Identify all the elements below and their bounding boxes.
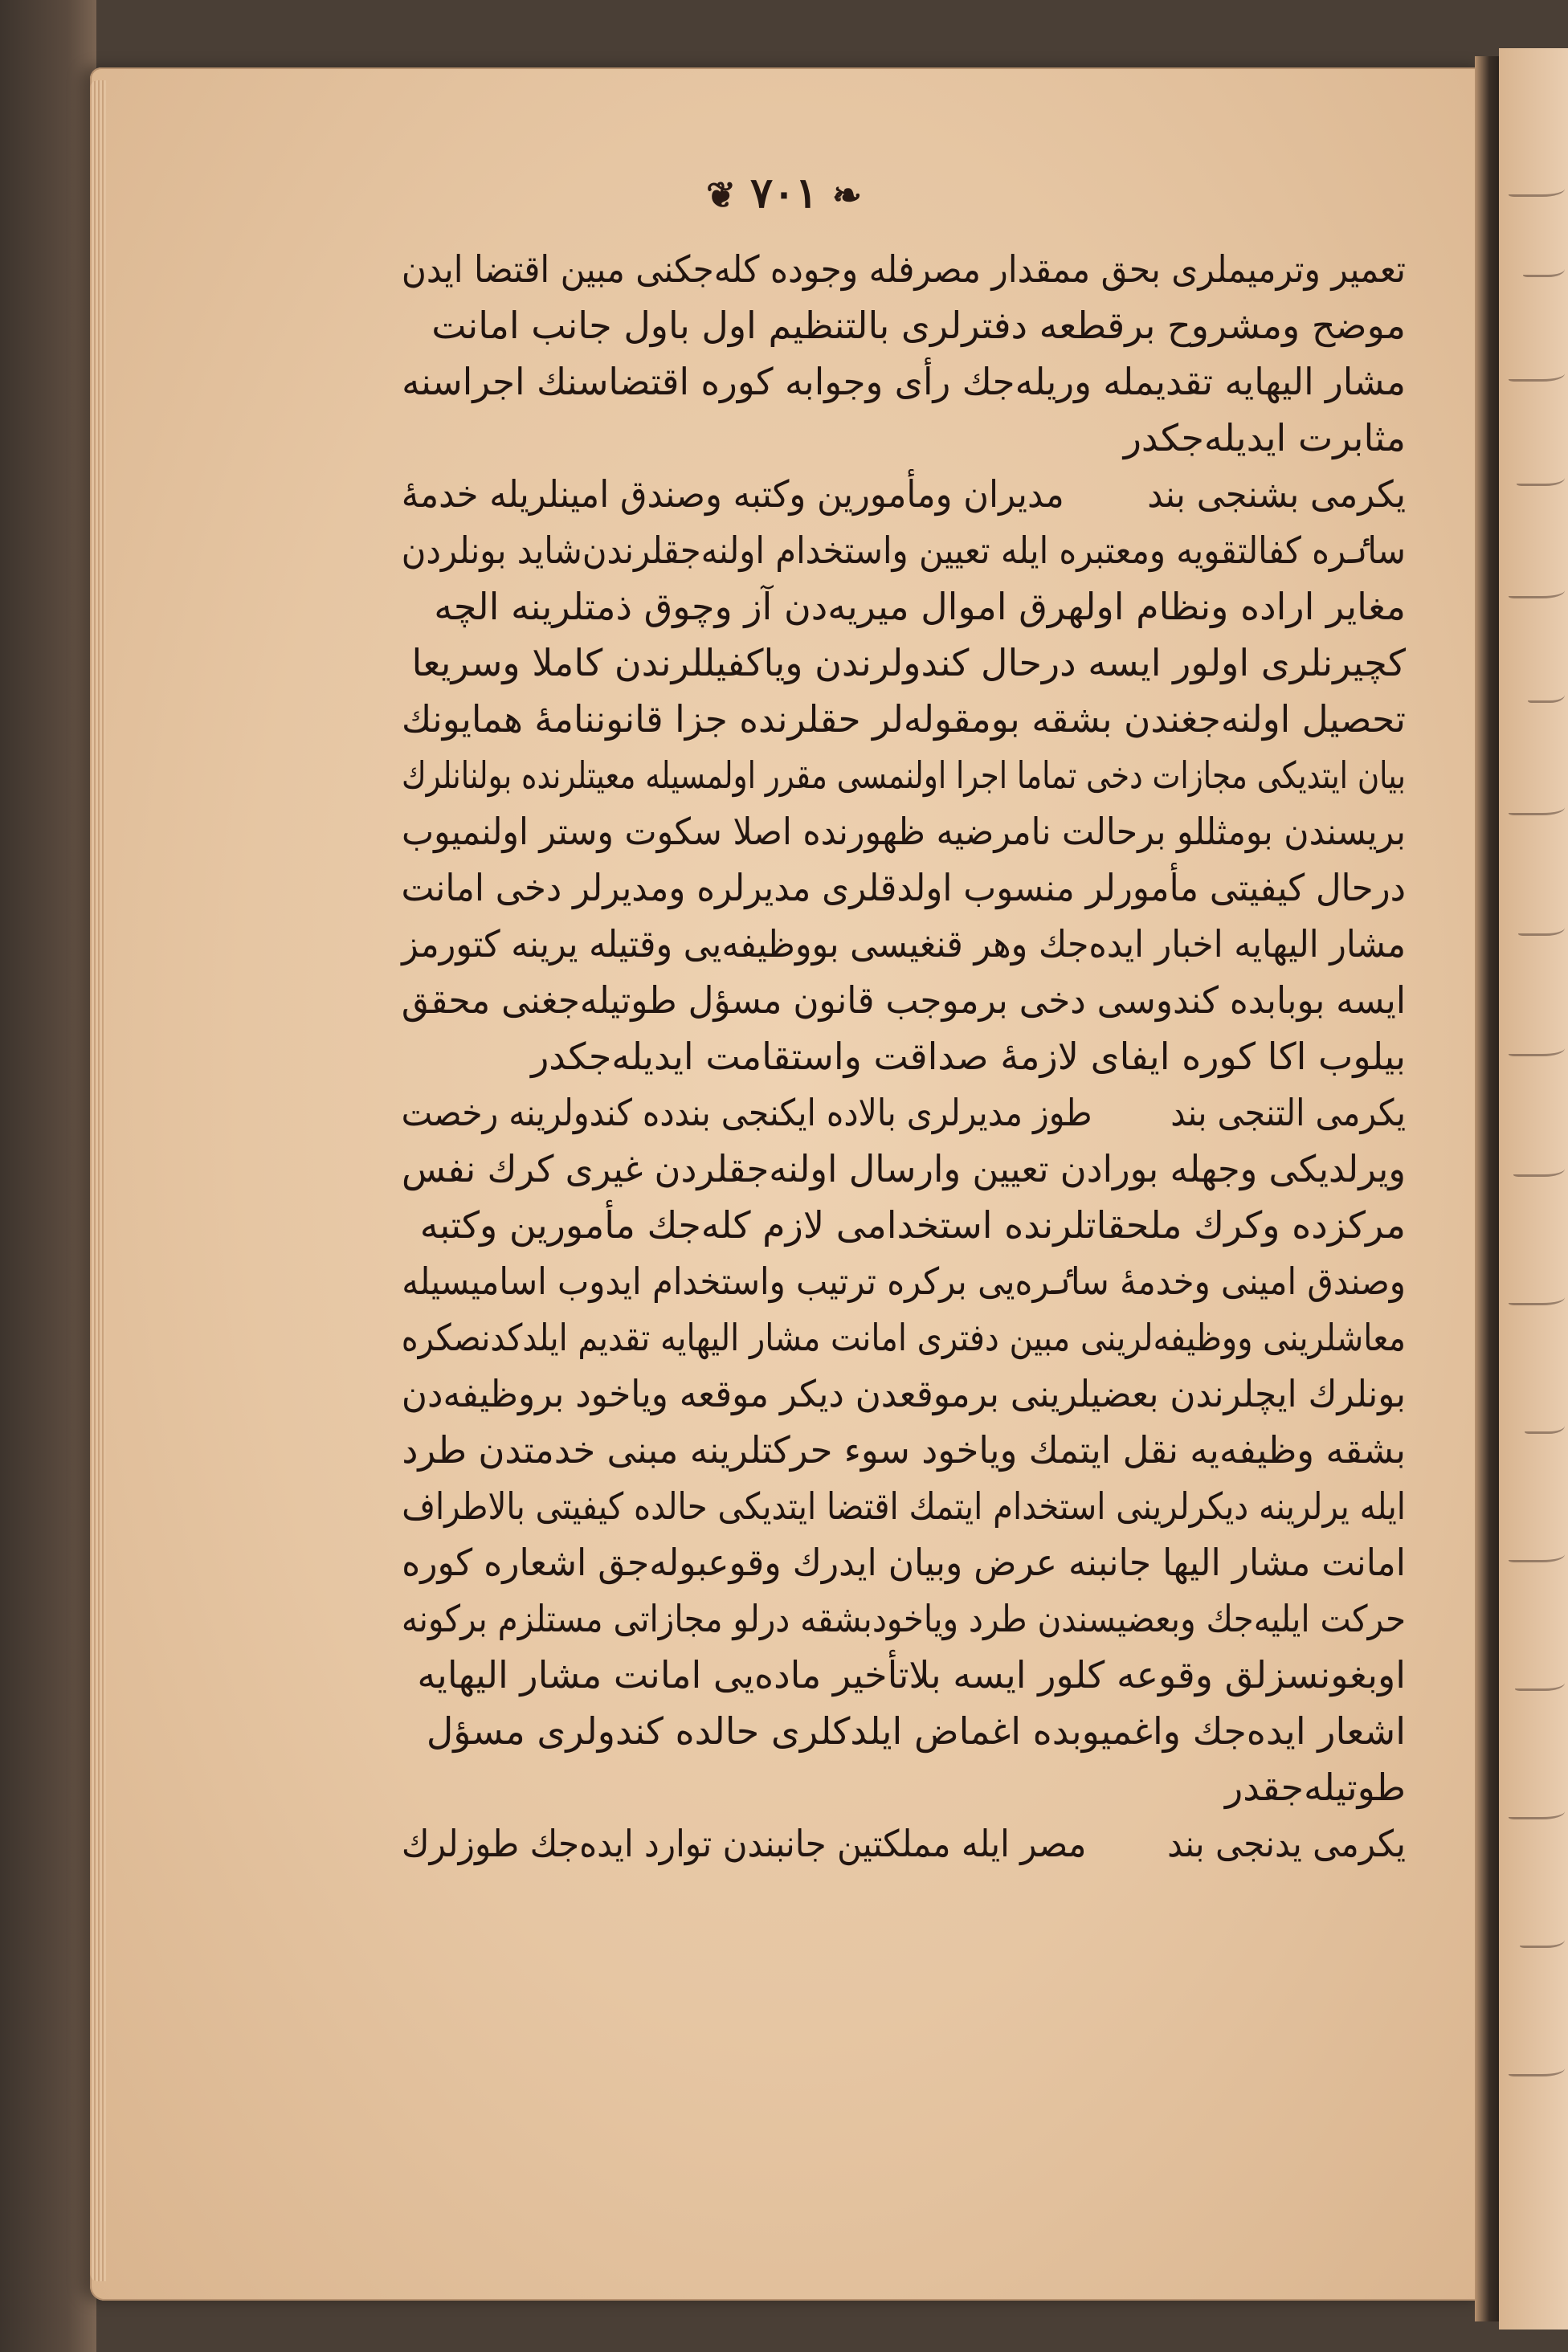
text-line: بشقه وظیفه‌یه نقل ایتمك ویاخود سوء حرکتلرینه مبنی خدمتدن طرد xyxy=(402,1428,1406,1472)
text-line: ساٸره کفالتقویه ومعتبره ایله تعیین واستخدام اولنه‌جقلرندن‌شاید بونلردن xyxy=(401,529,1406,572)
book-gutter xyxy=(1475,56,1499,2321)
text-line: تعمیر وترمیملری بحق ممقدار مصرفله وجوده کله‌جکنی مبین اقتضا ایدن xyxy=(401,247,1406,291)
text-line: اوبغونسزلق وقوعه کلور ایسه بلاتأخیر ماده‌یی امانت مشار الیهایه xyxy=(417,1653,1406,1697)
section-heading xyxy=(401,1084,1406,1141)
text-line: امانت مشار الیها جانبنه عرض وبیان ایدرك وقوعبوله‌جق اشعاره کوره xyxy=(402,1541,1406,1584)
text-line: حرکت ایلیه‌جك وبعضیسندن طرد ویاخودبشقه درلو مجازاتی مستلزم برکونه xyxy=(401,1597,1406,1640)
ornament-left-icon: ❦ xyxy=(706,175,736,216)
ornament-right-icon: ❧ xyxy=(832,175,862,216)
section-text: مدیران ومأمورین وکتبه وصندق امینلریله خدمهٔ xyxy=(401,472,1064,516)
page-header xyxy=(0,169,1568,218)
scan-background-left xyxy=(0,0,96,2352)
section-text: مصر ایله مملکتین جانبندن توارد ایده‌جك طوزلرك xyxy=(401,1822,1087,1865)
section-heading xyxy=(401,466,1406,522)
text-line: مثابرت ایدیله‌جکدر xyxy=(1123,416,1406,459)
text-line: ویرلدیکی وجهله بورادن تعیین وارسال اولنه‌جقلردن غیری کرك نفس xyxy=(402,1147,1406,1190)
section-label: یکرمی بشنجی بند xyxy=(1147,472,1406,516)
page-edges xyxy=(90,80,106,2281)
text-line: معاشلرینی ووظیفه‌لرینی مبین دفتری امانت مشار الیهایه تقدیم ایلدکدنصکره xyxy=(401,1316,1407,1359)
text-line: بونلرك ایچلرندن بعضیلرینی برموقعدن دیکر موقعه ویاخود بروظیفه‌دن xyxy=(401,1372,1406,1415)
text-line: بیلوب اکا کوره ایفای لازمهٔ صداقت واستقامت ایدیله‌جکدر xyxy=(531,1035,1406,1078)
text-line: اشعار ایده‌جك واغمیوبده اغماض ایلدکلری حالده کندولری مسؤل xyxy=(426,1709,1406,1753)
text-line: ایله یرلرینه دیکرلرینی استخدام ایتمك اقتضا ایتدیکی حالده کیفیتی بالاطراف xyxy=(402,1484,1407,1528)
text-line: ایسه بوبابده کندوسی دخی برموجب قانون مسؤل طوتیله‌جغنی محقق xyxy=(401,978,1407,1022)
section-label: یکرمی یدنجی بند xyxy=(1167,1822,1406,1865)
text-line: مغایر اراده ونظام اولهرق اموال میریه‌دن آز وچوق ذمتلرینه الچه xyxy=(434,585,1406,628)
text-line: مشار الیهایه تقدیمله وریله‌جك رأی وجوابه کوره اقتضاسنك اجراسنه xyxy=(402,360,1406,403)
text-line: مشار الیهایه اخبار ایده‌جك وهر قنغیسی بووظیفه‌یی وقتیله یرینه کتورمز xyxy=(402,922,1406,966)
section-text: طوز مدیرلری بالاده ایکنجی بندده کندولرینه رخصت xyxy=(401,1091,1092,1134)
section-heading xyxy=(401,1815,1406,1872)
text-line: کچیرنلری اولور ایسه درحال کندولرندن ویاکفیللرندن کاملا وسریعا xyxy=(411,641,1406,684)
text-line: مرکزده وکرك ملحقاتلرنده استخدامی لازم کله‌جك مأمورین وکتبه xyxy=(419,1203,1406,1247)
text-line: طوتیله‌جقدر xyxy=(1224,1766,1406,1809)
text-line: موضح ومشروح برقطعه دفترلری بالتنظیم اول باول جانب امانت xyxy=(431,304,1406,347)
text-line: بریسندن بومثللو برحالت نامرضیه ظهورنده اصلا سکوت وستر اولنمیوب xyxy=(402,810,1406,853)
adjacent-page-fragment xyxy=(1499,48,1568,2330)
text-line: بیان ایتدیکی مجازات دخی تماما اجرا اولنمسی مقرر اولمسیله معیتلرنده بولنانلرك xyxy=(401,753,1406,797)
text-line: درحال کیفیتی مأمورلر منسوب اولدقلری مدیرلره ومدیرلر دخی امانت xyxy=(401,866,1406,909)
text-line: وصندق امینی وخدمهٔ ساٸره‌یی برکره ترتیب واستخدام ایدوب اسامیسیله xyxy=(402,1260,1406,1303)
text-line: تحصیل اولنه‌جغندن بشقه بومقوله‌لر حقلرنده جزا قانوننامهٔ همایونك xyxy=(401,697,1407,741)
page-text xyxy=(402,241,1406,1872)
section-label: یکرمی التنجی بند xyxy=(1170,1091,1406,1134)
page-number: ٧٠١ xyxy=(750,169,818,218)
